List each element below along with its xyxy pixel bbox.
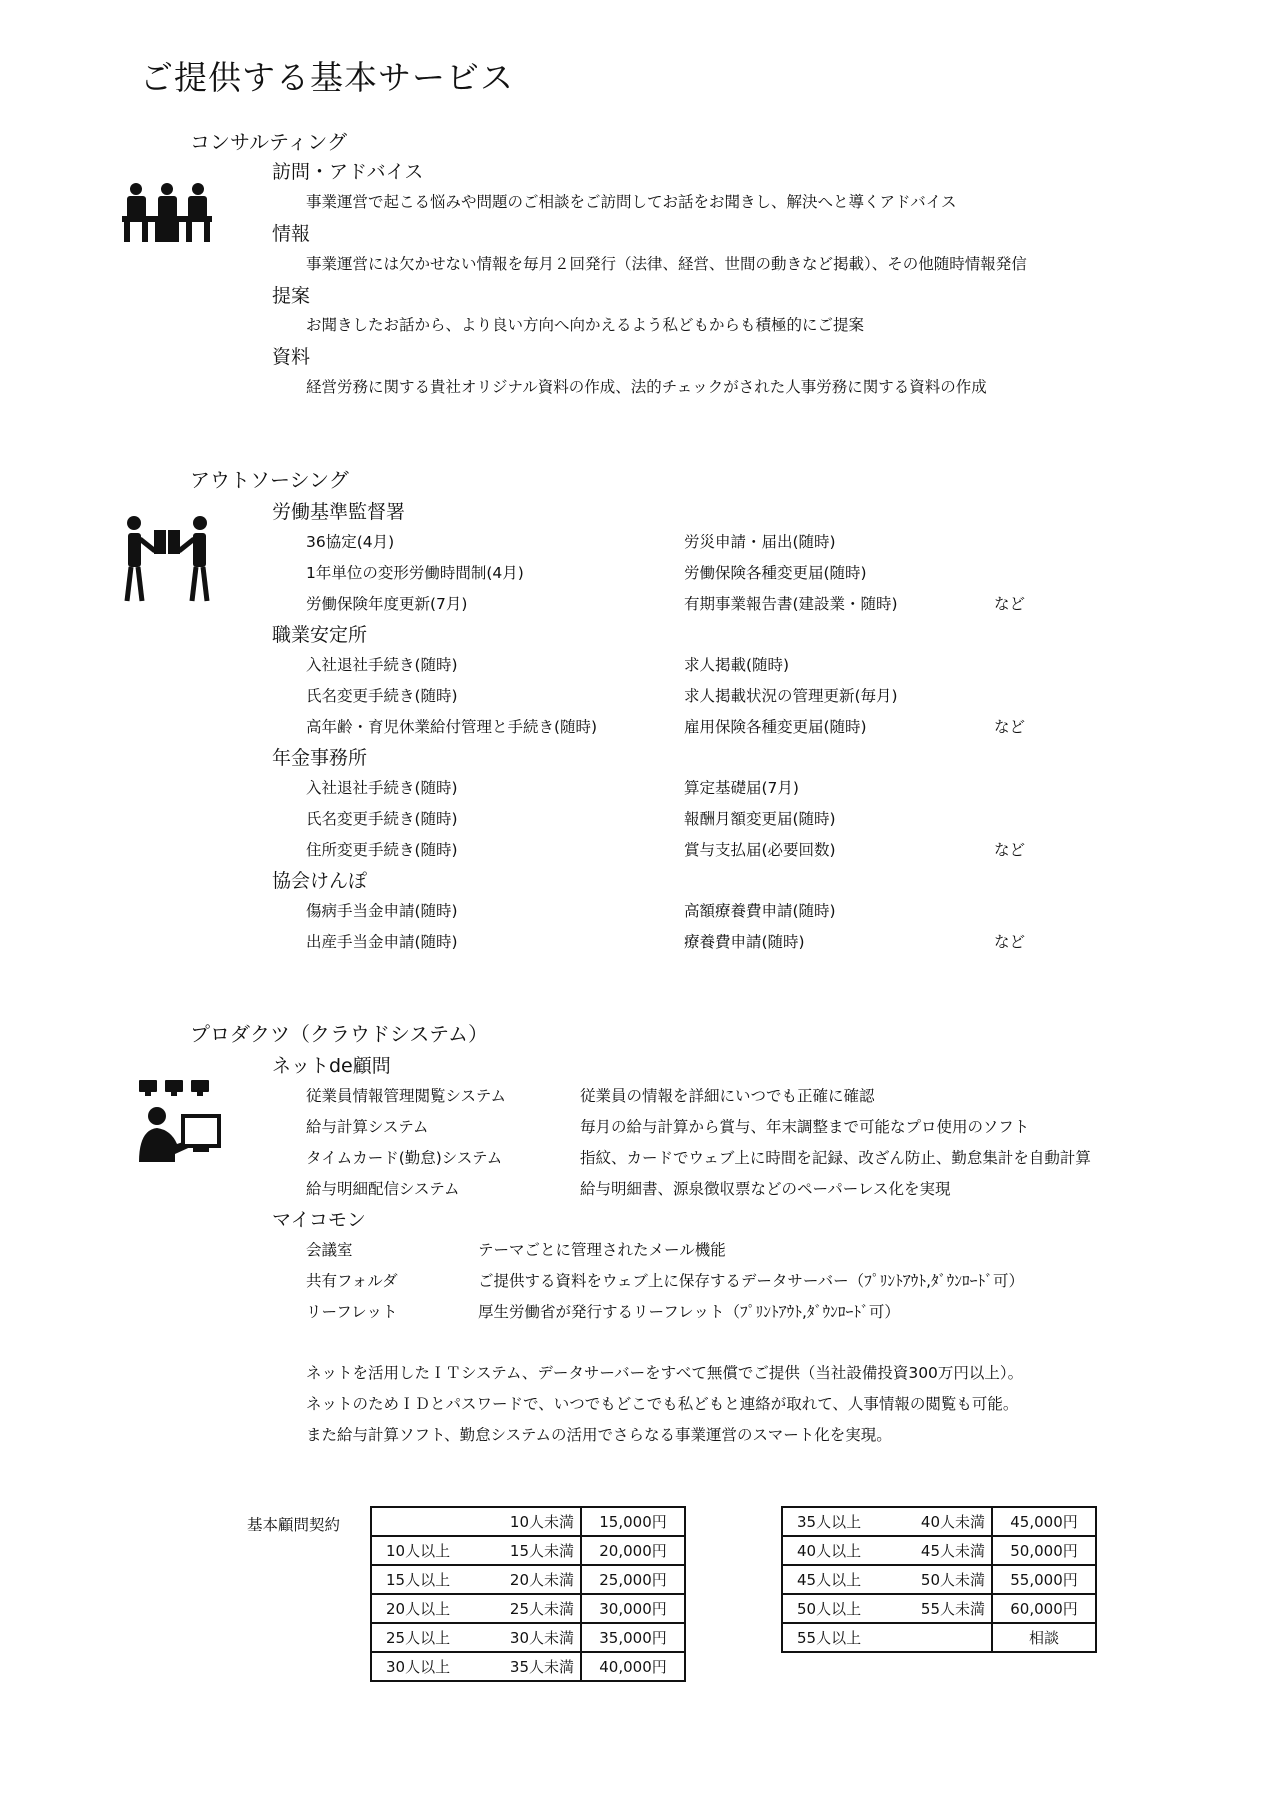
outsourcing-group-label: 協会けんぽ xyxy=(272,870,368,892)
fee-price: 45,000円 xyxy=(992,1507,1096,1536)
system-description: 給与明細書、源泉徴収票などのペーパーレス化を実現 xyxy=(580,1180,951,1198)
outsourcing-task: 氏名変更手続き(随時) xyxy=(306,810,458,828)
system-name: 給与明細配信システム xyxy=(306,1180,460,1198)
fee-to: 15人未満 xyxy=(478,1536,581,1565)
feature-name: リーフレット xyxy=(306,1303,398,1321)
outsourcing-task: 傷病手当金申請(随時) xyxy=(306,902,458,920)
fee-from: 10人以上 xyxy=(371,1536,478,1565)
etc-label: など xyxy=(994,841,1026,859)
feature-description: 厚生労働省が発行するリーフレット（ﾌﾟﾘﾝﾄｱｳﾄ,ﾀﾞｳﾝﾛｰﾄﾞ可） xyxy=(478,1303,900,1321)
fee-from: 35人以上 xyxy=(782,1507,889,1536)
outsourcing-task: 入社退社手続き(随時) xyxy=(306,779,458,797)
consulting-heading: コンサルティング xyxy=(190,130,347,154)
net-de-komon-label: ネットde顧問 xyxy=(272,1055,391,1077)
consulting-item-label: 提案 xyxy=(272,285,311,307)
consulting-item-text: お聞きしたお話から、より良い方向へ向かえるよう私どもからも積極的にご提案 xyxy=(306,316,865,334)
fee-from: 55人以上 xyxy=(782,1623,889,1652)
fee-price: 50,000円 xyxy=(992,1536,1096,1565)
fee-from: 20人以上 xyxy=(371,1594,478,1623)
meeting-people-icon xyxy=(122,180,212,244)
fee-to: 20人未満 xyxy=(478,1565,581,1594)
fee-table-2 xyxy=(781,1506,1097,1653)
fee-to xyxy=(889,1623,992,1652)
fee-from: 25人以上 xyxy=(371,1623,478,1652)
consulting-item-label: 訪問・アドバイス xyxy=(272,161,424,183)
outsourcing-task: 出産手当金申請(随時) xyxy=(306,933,458,951)
outsourcing-task: 36協定(4月) xyxy=(306,533,395,551)
outsourcing-task: 氏名変更手続き(随時) xyxy=(306,687,458,705)
fee-price: 相談 xyxy=(992,1623,1096,1652)
table-row xyxy=(371,1536,685,1565)
outsourcing-task: 高額療養費申請(随時) xyxy=(684,902,836,920)
consulting-item-label: 情報 xyxy=(272,223,311,245)
fee-table-label: 基本顧問契約 xyxy=(247,1516,341,1534)
consulting-item-text: 事業運営には欠かせない情報を毎月２回発行（法律、経営、世間の動きなど掲載）、その他随時情報発信 xyxy=(306,255,1027,273)
page-title: ご提供する基本サービス xyxy=(140,58,514,97)
outsourcing-task: 1年単位の変形労働時間制(4月) xyxy=(306,564,524,582)
feature-description: ご提供する資料をウェブ上に保存するデータサーバー（ﾌﾟﾘﾝﾄｱｳﾄ,ﾀﾞｳﾝﾛｰﾄﾞ可） xyxy=(478,1272,1025,1290)
products-note: ネットを活用したＩＴシステム、データサーバーをすべて無償でご提供（当社設備投資300万円以上）。 xyxy=(306,1364,1024,1382)
table-row xyxy=(782,1623,1096,1652)
fee-price: 55,000円 xyxy=(992,1565,1096,1594)
fee-price: 40,000円 xyxy=(581,1652,685,1681)
fee-table-1 xyxy=(370,1506,686,1682)
fee-price: 60,000円 xyxy=(992,1594,1096,1623)
system-description: 毎月の給与計算から賞与、年末調整まで可能なプロ使用のソフト xyxy=(580,1118,1030,1136)
outsourcing-group-label: 年金事務所 xyxy=(272,747,368,769)
table-row xyxy=(371,1652,685,1681)
fee-range: 10人未満 xyxy=(371,1507,581,1536)
outsourcing-task: 求人掲載状況の管理更新(毎月) xyxy=(684,687,898,705)
outsourcing-task: 住所変更手続き(随時) xyxy=(306,841,458,859)
fee-to: 35人未満 xyxy=(478,1652,581,1681)
maikomon-label: マイコモン xyxy=(272,1209,366,1231)
etc-label: など xyxy=(994,595,1026,613)
outsourcing-task: 算定基礎届(7月) xyxy=(684,779,799,797)
fee-price: 25,000円 xyxy=(581,1565,685,1594)
system-description: 従業員の情報を詳細にいつでも正確に確認 xyxy=(580,1087,875,1105)
consulting-item-label: 資料 xyxy=(272,346,311,368)
outsourcing-task: 求人掲載(随時) xyxy=(684,656,790,674)
outsourcing-task: 入社退社手続き(随時) xyxy=(306,656,458,674)
outsourcing-task: 高年齢・育児休業給付管理と手続き(随時) xyxy=(306,718,598,736)
products-heading: プロダクツ（クラウドシステム） xyxy=(190,1022,488,1046)
fee-from: 30人以上 xyxy=(371,1652,478,1681)
table-row xyxy=(371,1623,685,1652)
system-description: 指紋、カードでウェブ上に時間を記録、改ざん防止、勤怠集計を自動計算 xyxy=(580,1149,1091,1167)
fee-to: 40人未満 xyxy=(889,1507,992,1536)
etc-label: など xyxy=(994,718,1026,736)
fee-to: 30人未満 xyxy=(478,1623,581,1652)
handover-box-icon xyxy=(122,513,212,603)
outsourcing-task: 労災申請・届出(随時) xyxy=(684,533,836,551)
outsourcing-task: 報酬月額変更届(随時) xyxy=(684,810,836,828)
fee-to: 45人未満 xyxy=(889,1536,992,1565)
feature-name: 会議室 xyxy=(306,1241,353,1259)
outsourcing-group-label: 職業安定所 xyxy=(272,624,368,646)
table-row xyxy=(371,1594,685,1623)
table-row xyxy=(782,1507,1096,1536)
fee-price: 30,000円 xyxy=(581,1594,685,1623)
system-name: タイムカード(勤怠)システム xyxy=(306,1149,503,1167)
fee-from: 15人以上 xyxy=(371,1565,478,1594)
outsourcing-task: 療養費申請(随時) xyxy=(684,933,805,951)
outsourcing-task: 雇用保険各種変更届(随時) xyxy=(684,718,867,736)
feature-description: テーマごとに管理されたメール機能 xyxy=(478,1241,726,1259)
products-note: ネットのためＩＤとパスワードで、いつでもどこでも私どもと連絡が取れて、人事情報の閲覧も可能。 xyxy=(306,1395,1019,1413)
fee-price: 35,000円 xyxy=(581,1623,685,1652)
consulting-item-text: 事業運営で起こる悩みや問題のご相談をご訪問してお話をお聞きし、解決へと導くアドバイス xyxy=(306,193,957,211)
fee-from: 40人以上 xyxy=(782,1536,889,1565)
fee-to: 55人未満 xyxy=(889,1594,992,1623)
outsourcing-task: 賞与支払届(必要回数) xyxy=(684,841,836,859)
consulting-item-text: 経営労務に関する貴社オリジナル資料の作成、法的チェックがされた人事労務に関する資料の作成 xyxy=(306,378,987,396)
table-row xyxy=(371,1565,685,1594)
system-name: 給与計算システム xyxy=(306,1118,429,1136)
computer-user-icon xyxy=(135,1078,225,1162)
outsourcing-heading: アウトソーシング xyxy=(190,468,349,492)
fee-price: 15,000円 xyxy=(581,1507,685,1536)
outsourcing-group-label: 労働基準監督署 xyxy=(272,501,406,523)
table-row xyxy=(371,1507,685,1536)
fee-to: 25人未満 xyxy=(478,1594,581,1623)
outsourcing-task: 労働保険各種変更届(随時) xyxy=(684,564,867,582)
table-row xyxy=(782,1565,1096,1594)
feature-name: 共有フォルダ xyxy=(306,1272,398,1290)
fee-to: 50人未満 xyxy=(889,1565,992,1594)
system-name: 従業員情報管理閲覧システム xyxy=(306,1087,506,1105)
etc-label: など xyxy=(994,933,1026,951)
products-note: また給与計算ソフト、勤怠システムの活用でさらなる事業運営のスマート化を実現。 xyxy=(306,1426,892,1444)
fee-price: 20,000円 xyxy=(581,1536,685,1565)
outsourcing-task: 労働保険年度更新(7月) xyxy=(306,595,468,613)
fee-from: 50人以上 xyxy=(782,1594,889,1623)
outsourcing-task: 有期事業報告書(建設業・随時) xyxy=(684,595,898,613)
table-row xyxy=(782,1536,1096,1565)
table-row xyxy=(782,1594,1096,1623)
fee-from: 45人以上 xyxy=(782,1565,889,1594)
